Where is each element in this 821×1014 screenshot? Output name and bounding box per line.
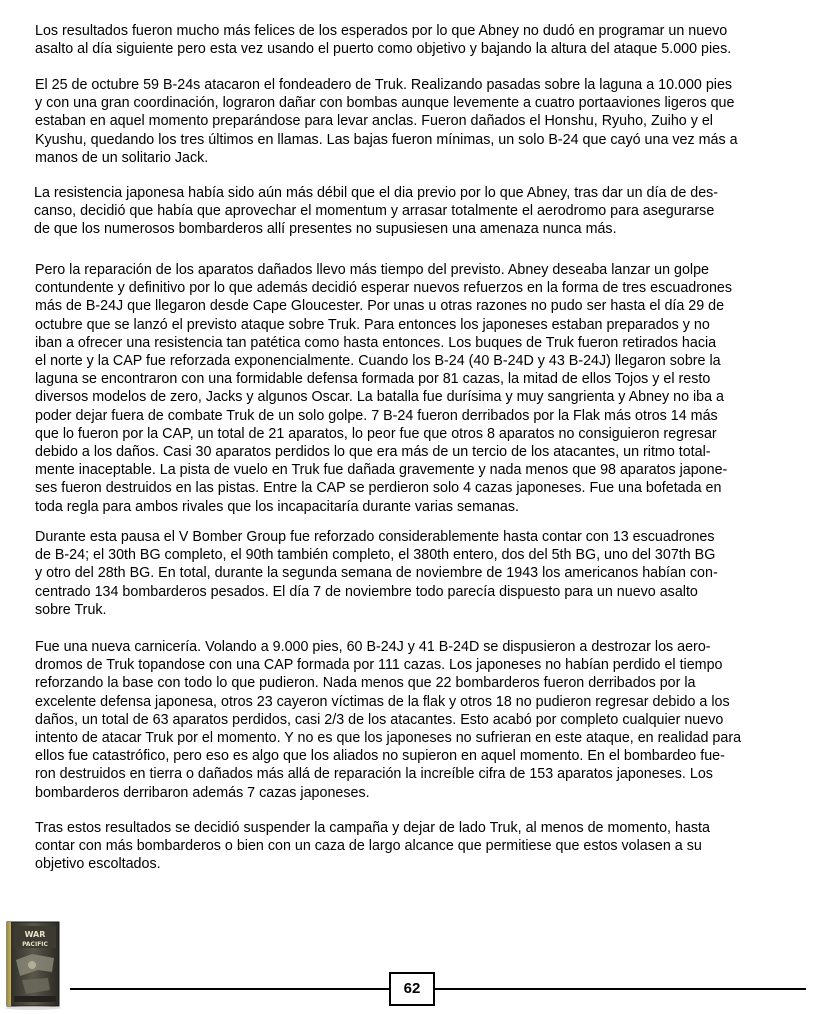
page-number: 62: [389, 972, 435, 1006]
cover-title-war: WAR: [24, 930, 46, 939]
footer-divider: [70, 988, 806, 990]
paragraph-5: Durante esta pausa el V Bomber Group fue reforzado considerablemente hasta contar con 13 escuadrones de B-24; el 30th BG completo, el 90th también completo, el 380th entero, dos del 5th BG, uno del 307th BG y otro del 28th BG. En total, durante la segunda semana de noviembre de 1943 los americanos habían con- centrado 134 bombarderos pesados. El día 7 de noviembre todo parecía dispuesto para un nuevo asalto sobre Truk.: [35, 529, 718, 618]
game-box-cover-image: [2, 920, 64, 1010]
paragraph-2: El 25 de octubre 59 B-24s atacaron el fondeadero de Truk. Realizando pasadas sobre la laguna a 10.000 pies y con una gran coordinación, lograron dañar con bombas aunque levemente a cuatro portaaviones ligeros que estaban en aquel momento preparándose para levar anclas. Fueron dañados el Honshu, Ryuho, Zuiho y el Kyushu, quedando los tres últimos en llamas. Las bajas fueron mínimas, un solo B-24 que cayó una vez más a manos de un solitario Jack.: [35, 77, 738, 166]
paragraph-6: Fue una nueva carnicería. Volando a 9.000 pies, 60 B-24J y 41 B-24D se dispusieron a destrozar los aero- dromos de Truk topandose con una CAP formada por 111 cazas. Los japoneses no habían perdido el tiempo reforzando la base con todo lo que pudieron. Nada menos que 22 bombarderos fueron derribados por la excelente defensa japonesa, otros 23 cayeron víctimas de la flak y otros 18 no pudieron regresar debido a los daños, un total de 63 aparatos perdidos, casi 2/3 de los atacantes. Esto acabó por completo cualquier nuevo intento de atacar Truk por el momento. Y no es que los japoneses no sufrieran en este ataque, en realidad para ellos fue catastrófico, pero eso es algo que los aliados no supieron en aquel momento. En el bombardeo fue- ron destruidos en tierra o dañados más allá de reparación la increíble cifra de 153 aparatos japoneses. Los bombarderos derribaron además 7 cazas japoneses.: [35, 639, 742, 801]
paragraph-3: La resistencia japonesa había sido aún más débil que el dia previo por lo que Abney, tras dar un día de des- canso, decidió que había que aprovechar el momentum y arrasar totalmente el aerodromo para asegurarse de que los numerosos bombarderos allí presentes no supusiesen una amenaza nunca más.: [34, 185, 719, 238]
paragraph-1: Los resultados fueron mucho más felices de los esperados por lo que Abney no dudó en programar un nuevo asalto al día siguiente pero esta vez usando el puerto como objetivo y bajando la altura del ataque 5.000 pies.: [35, 23, 732, 58]
paragraph-4: Pero la reparación de los aparatos dañados llevo más tiempo del previsto. Abney deseaba lanzar un golpe contundente y definitivo por lo que además decidió esperar nuevos refuerzos en la forma de tres escuadrones más de B-24J que llegaron desde Cape Gloucester. Por unas u otras razones no pudo ser hasta el día 29 de octubre que se lanzó el previsto ataque sobre Truk. Para entonces los japoneses estaban preparados y no iban a ofrecer una resistencia tan patética como hasta entonces. Los buques de Truk fueron retirados hacia el norte y la CAP fue reforzada exponencialmente. Cuando los B-24 (40 B-24D y 43 B-24J) llegaron sobre la laguna se encontraron con una formidable defensa formada por 81 cazas, la mitad de ellos Tojos y el resto diversos modelos de zero, Jacks y algunos Oscar. La batalla fue durísima y muy sangrienta y Abney no iba a poder dejar fuera de combate Truk de un solo golpe. 7 B-24 fueron derribados por la Flak más otros 14 más que lo fueron por la CAP, un total de 21 aparatos, lo peor fue que otros 8 aparatos no consiguieron regresar debido a los daños. Casi 30 aparatos perdidos lo que era más de un tercio de los atacantes, un ritmo total- mente inaceptable. La pista de vuelo en Truk fue dañada gravemente y nada menos que 98 aparatos japone- ses fueron destruidos en las pistas. Entre la CAP se perdieron solo 4 cazas japoneses. Fue una bofetada en toda regla para ambos rivales que los incapacitaría durante varias semanas.: [35, 262, 732, 515]
paragraph-7: Tras estos resultados se decidió suspender la campaña y dejar de lado Truk, al menos de momento, hasta contar con más bombarderos o bien con un caza de largo alcance que permitiese que estos volasen a su objetivo escoltados.: [35, 820, 710, 873]
cover-title-pacific: PACIFIC: [22, 941, 48, 948]
